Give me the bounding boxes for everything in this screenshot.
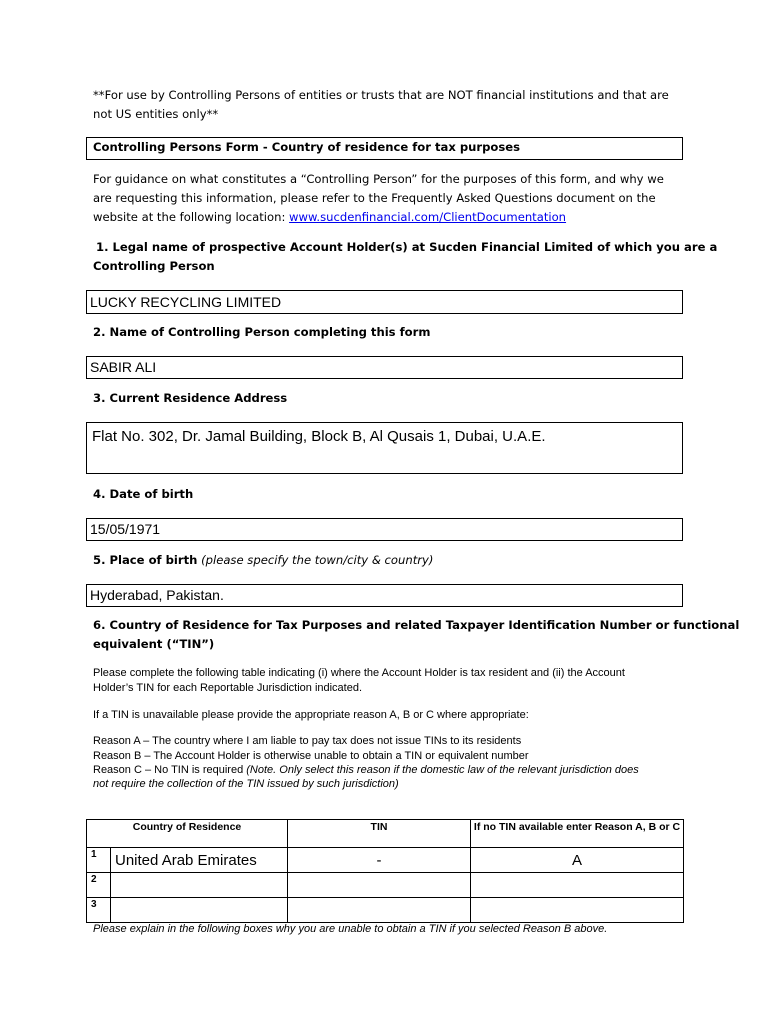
q3-label: 3. Current Residence Address — [93, 391, 288, 405]
header-note-line-2: not US entities only** — [93, 107, 219, 121]
guidance-line-2: are requesting this information, please refer to the Frequently Asked Questions document on the — [93, 191, 656, 205]
tin-cell[interactable] — [288, 873, 471, 898]
q1-label-line-2: Controlling Person — [93, 259, 215, 273]
table-row — [87, 898, 684, 923]
date-of-birth-field[interactable]: 15/05/1971 — [86, 518, 683, 541]
q4-label: 4. Date of birth — [93, 487, 194, 501]
instructions-p2: If a TIN is unavailable please provide the appropriate reason A, B or C where appropriate: — [93, 709, 529, 721]
reason-c-prefix: Reason C – No TIN is required — [93, 764, 247, 776]
controlling-person-name-field[interactable]: SABIR ALI — [86, 356, 683, 379]
tin-cell[interactable]: - — [288, 848, 471, 873]
country-cell[interactable] — [111, 898, 288, 923]
q5-label: 5. Place of birth — [93, 553, 198, 567]
footer-note: Please explain in the following boxes why you are unable to obtain a TIN if you selected Reason B above. — [93, 923, 608, 935]
reason-c-note-line-2: not require the collection of the TIN issued by such jurisdiction) — [93, 778, 399, 790]
row-number: 3 — [87, 898, 111, 923]
table-row — [87, 873, 684, 898]
place-of-birth-field[interactable]: Hyderabad, Pakistan. — [86, 584, 683, 607]
form-title: Controlling Persons Form - Country of residence for tax purposes — [93, 140, 521, 154]
reason-c-note-line-1: (Note. Only select this reason if the domestic law of the relevant jurisdiction does — [246, 764, 639, 776]
guidance-line-3 — [93, 208, 566, 227]
account-holder-name-field[interactable]: LUCKY RECYCLING LIMITED — [86, 290, 683, 314]
reason-cell[interactable] — [471, 873, 684, 898]
country-cell[interactable]: United Arab Emirates — [111, 848, 288, 873]
table-row — [87, 848, 684, 873]
tin-table-header-row — [87, 820, 684, 848]
reason-a-text: Reason A – The country where I am liable to pay tax does not issue TINs to its residents — [93, 735, 522, 747]
instructions-p1-line-2: Holder’s TIN for each Reportable Jurisdiction indicated. — [93, 682, 363, 694]
q1-label-line-1: 1. Legal name of prospective Account Holder(s) at Sucden Financial Limited of which you are a — [96, 240, 718, 254]
form-title-box — [86, 137, 683, 160]
row-number: 2 — [87, 873, 111, 898]
q5-hint: (please specify the town/city & country) — [201, 553, 434, 567]
client-documentation-link[interactable]: www.sucdenfinancial.com/ClientDocumentation — [289, 210, 567, 224]
header-note-line-1: **For use by Controlling Persons of entities or trusts that are NOT financial institutions and that are — [93, 88, 669, 102]
reason-cell[interactable]: A — [471, 848, 684, 873]
guidance-line-1: For guidance on what constitutes a “Controlling Person” for the purposes of this form, and why we — [93, 172, 664, 186]
instructions-p1-line-1: Please complete the following table indicating (i) where the Account Holder is tax resident and (ii) the Account — [93, 667, 625, 679]
country-cell[interactable] — [111, 873, 288, 898]
q5-label-row — [93, 551, 433, 570]
tin-table — [86, 819, 684, 923]
row-number: 1 — [87, 848, 111, 873]
guidance-line-3-prefix: website at the following location: — [93, 210, 290, 224]
q6-label-line-2: equivalent (“TIN”) — [93, 637, 215, 651]
q6-label-line-1: 6. Country of Residence for Tax Purposes and related Taxpayer Identification Number or functional — [93, 618, 740, 632]
reason-cell[interactable] — [471, 898, 684, 923]
header-tin: TIN — [288, 820, 471, 848]
tin-cell[interactable] — [288, 898, 471, 923]
reason-b-text: Reason B – The Account Holder is otherwise unable to obtain a TIN or equivalent number — [93, 750, 529, 762]
header-country-of-residence: Country of Residence — [87, 820, 288, 848]
residence-address-field[interactable]: Flat No. 302, Dr. Jamal Building, Block B, Al Qusais 1, Dubai, U.A.E. — [86, 422, 683, 474]
header-reason: If no TIN available enter Reason A, B or C — [471, 820, 684, 848]
q2-label: 2. Name of Controlling Person completing this form — [93, 325, 431, 339]
reason-c-line-1 — [93, 763, 639, 778]
